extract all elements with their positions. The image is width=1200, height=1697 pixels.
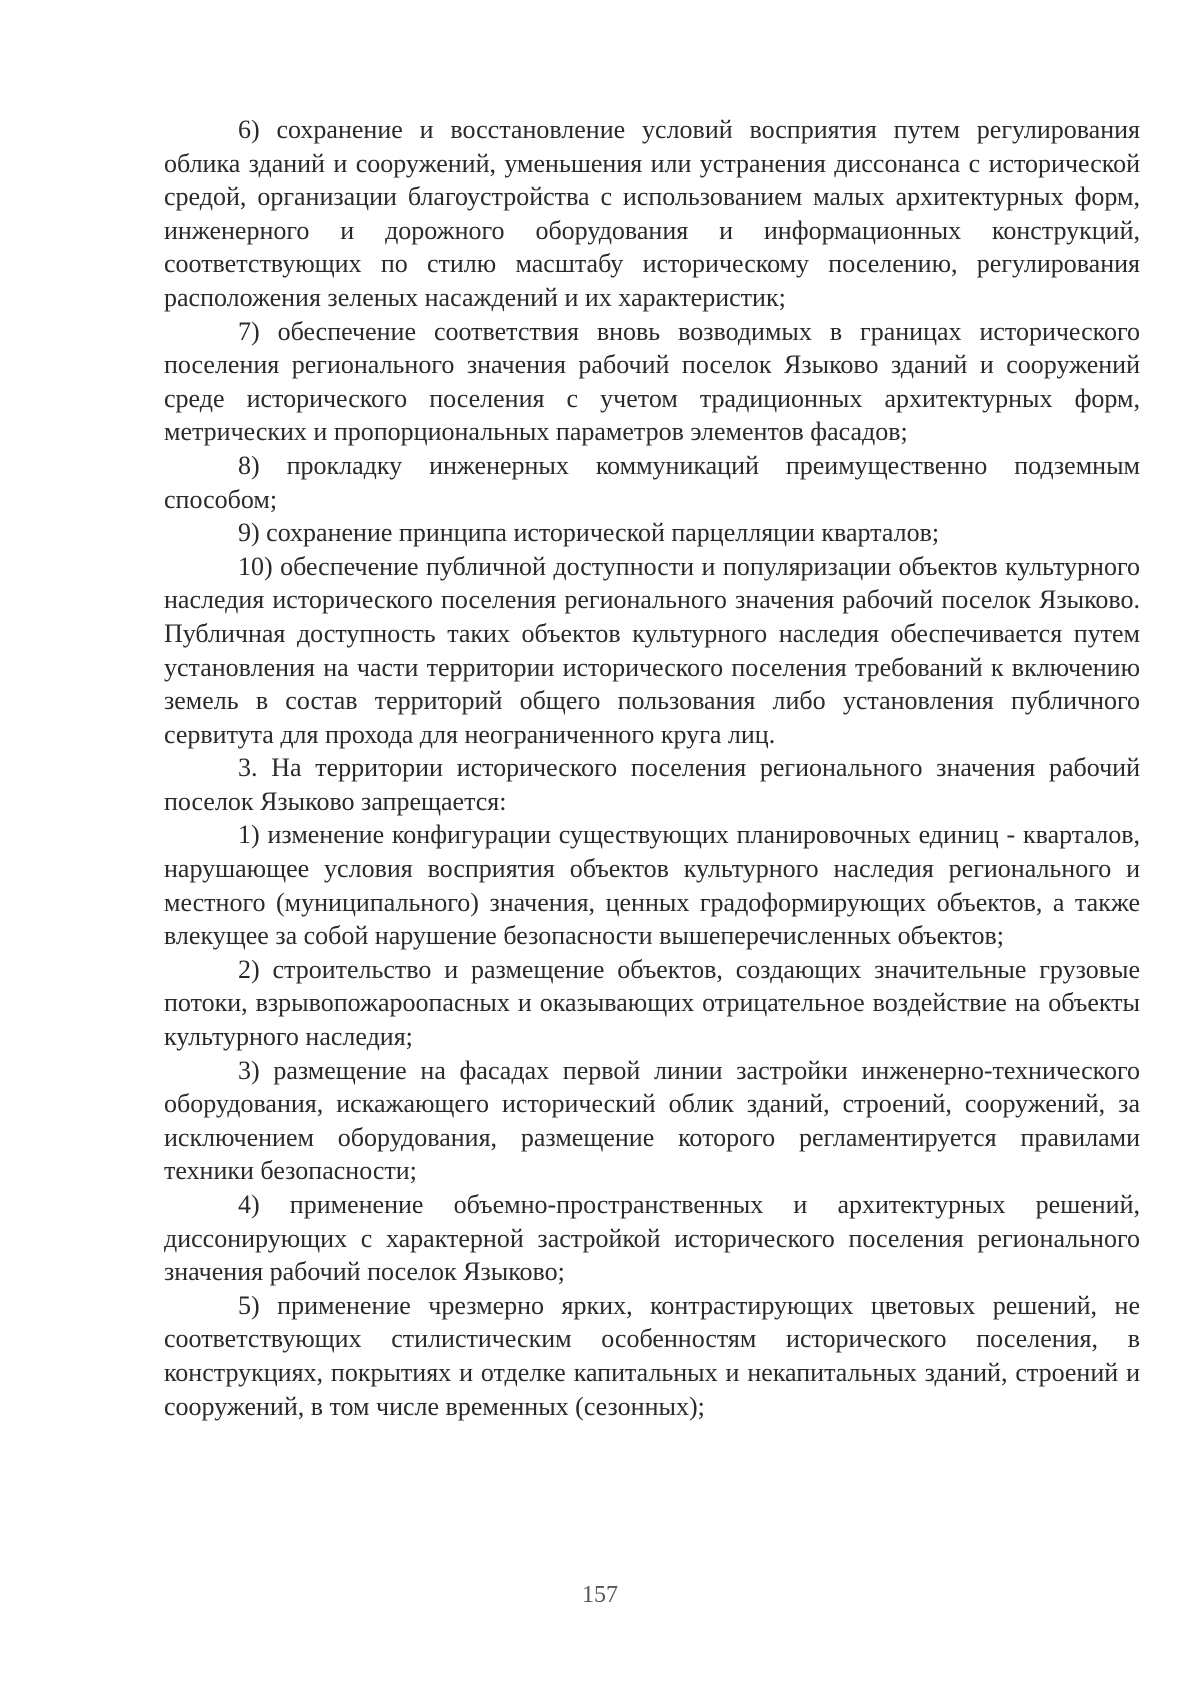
paragraph-prohibition-2: 2) строительство и размещение объектов, создающих значительные грузовые потоки, взрывопожароопасных и оказывающих отрицательное воздействие на объекты культурного наследия; (164, 954, 1140, 1052)
page-number: 157 (582, 1582, 618, 1608)
paragraph-item-10: 10) обеспечение публичной доступности и популяризации объектов культурного наследия исторического поселения регионального значения рабочий поселок Языково. Публичная доступность таких объектов культурного наследия обеспечивается путем установления на части территории исторического поселения требований к включению земель в состав территорий общего пользования либо установления публичного сервитута для прохода для неограниченного круга лиц. (164, 551, 1140, 749)
paragraph-item-8: 8) прокладку инженерных коммуникаций преимущественно подземным способом; (164, 450, 1140, 514)
paragraph-section-3: 3. На территории исторического поселения регионального значения рабочий поселок Языково запрещается: (164, 753, 1140, 816)
paragraph-item-6: 6) сохранение и восстановление условий восприятия путем регулирования облика зданий и сооружений, уменьшения или устранения диссонанса с исторической средой, организации благоустройства с использованием малых архитектурных форм, инженерного и дорожного оборудования и информационных конструкций, соответствующих по стилю масштабу историческому поселению, регулирования расположения зеленых насаждений и их характеристик; (164, 115, 1140, 312)
paragraph-item-9: 9) сохранение принципа исторической парцелляции кварталов; (238, 518, 940, 548)
paragraph-prohibition-3: 3) размещение на фасадах первой линии застройки инженерно-технического оборудования, искажающего исторический облик зданий, строений, сооружений, за исключением оборудования, размещение которого регламентируется правилами техники безопасности; (164, 1055, 1140, 1186)
paragraph-prohibition-5: 5) применение чрезмерно ярких, контрастирующих цветовых решений, не соответствующих стилистическим особенностям исторического поселения, в конструкциях, покрытиях и отделке капитальных и некапитальных зданий, строений и сооружений, в том числе временных (сезонных); (164, 1290, 1140, 1421)
paragraph-prohibition-4: 4) применение объемно-пространственных и архитектурных решений, диссонирующих с характерной застройкой исторического поселения регионального значения рабочий поселок Языково; (164, 1190, 1140, 1287)
paragraph-prohibition-1: 1) изменение конфигурации существующих планировочных единиц - кварталов, нарушающее условия восприятия объектов культурного наследия регионального и местного (муниципального) значения, ценных градоформирующих объектов, а также влекущее за собой нарушение безопасности вышеперечисленных объектов; (164, 820, 1140, 951)
paragraph-item-7: 7) обеспечение соответствия вновь возводимых в границах исторического поселения регионального значения рабочий поселок Языково зданий и сооружений среде исторического поселения с учетом традиционных архитектурных форм, метрических и пропорциональных параметров элементов фасадов; (164, 316, 1140, 447)
body-text (164, 113, 1140, 1423)
